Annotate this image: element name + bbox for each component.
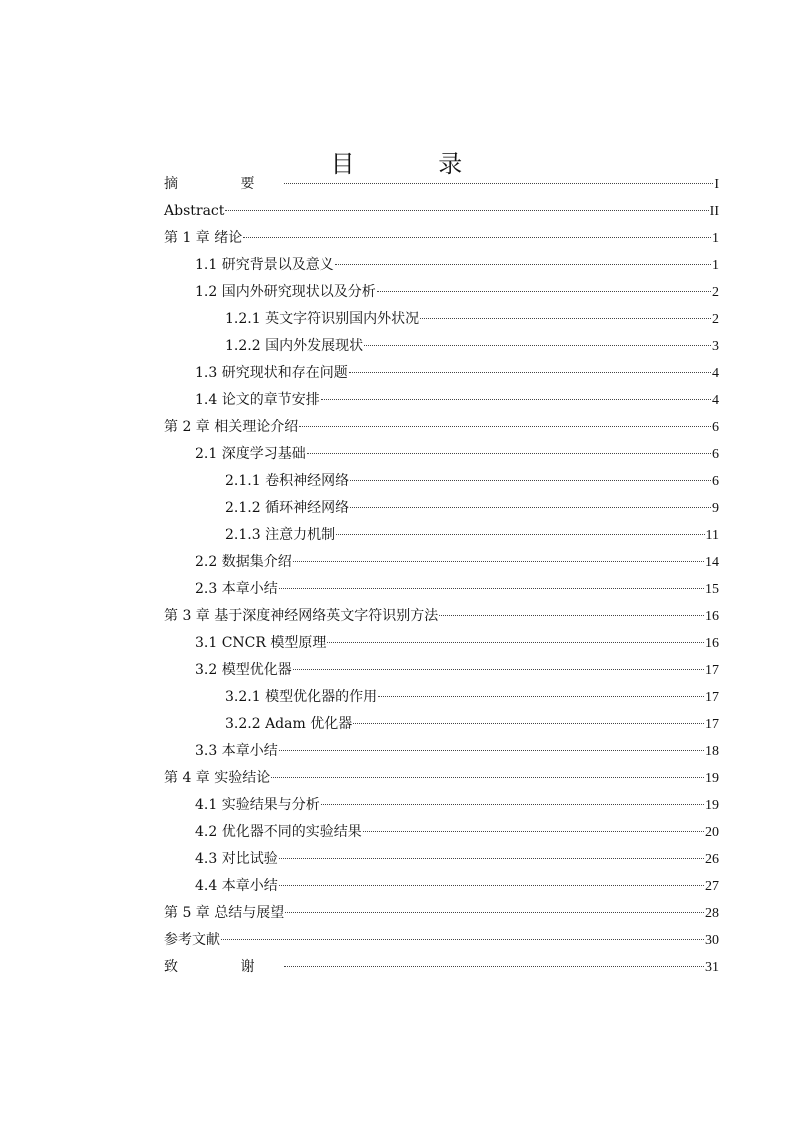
toc-page-number: 4 (712, 393, 719, 408)
toc-page-number: 27 (705, 879, 719, 894)
toc-entry-label: 4.2 优化器不同的实验结果 (195, 824, 362, 840)
toc-dot-leader (279, 885, 704, 886)
toc-page-number: 17 (705, 663, 719, 678)
toc-dot-leader (327, 642, 704, 643)
toc-page-number: 1 (712, 231, 719, 246)
toc-page-number: 2 (712, 285, 719, 300)
toc-dot-leader (307, 453, 711, 454)
toc-page-number: 18 (705, 744, 719, 759)
toc-dot-leader (279, 750, 704, 751)
toc-entry-label: 第 3 章 基于深度神经网络英文字符识别方法 (164, 608, 439, 624)
toc-page-number: 17 (705, 717, 719, 732)
toc-entry-label: 2.1 深度学习基础 (195, 446, 306, 462)
toc-dot-leader (243, 237, 711, 238)
toc-entry-label: 1.2.1 英文字符识别国内外状况 (225, 311, 420, 327)
toc-entry-label: 1.4 论文的章节安排 (195, 392, 320, 408)
toc-entry-label: 2.2 数据集介绍 (195, 554, 292, 570)
toc-entry-label: 第 5 章 总结与展望 (164, 905, 285, 921)
toc-page-number: 14 (705, 555, 719, 570)
toc-page-number: 6 (712, 420, 719, 435)
toc-entry[interactable] (164, 792, 719, 819)
toc-page-number: 9 (712, 501, 719, 516)
toc-dot-leader (349, 372, 711, 373)
toc-entry[interactable] (164, 819, 719, 846)
toc-entry[interactable] (164, 711, 719, 738)
toc-page-number: I (714, 177, 719, 192)
toc-dot-leader (271, 777, 704, 778)
toc-entry[interactable] (164, 225, 719, 252)
toc-entry-label: 3.3 本章小结 (195, 743, 278, 759)
toc-page-number: 26 (705, 852, 719, 867)
toc-entry[interactable] (164, 684, 719, 711)
toc-entry[interactable] (164, 900, 719, 927)
toc-entry[interactable] (164, 279, 719, 306)
toc-entry[interactable] (164, 576, 719, 603)
toc-dot-leader (378, 696, 704, 697)
toc-page-number: 19 (705, 771, 719, 786)
toc-dot-leader (293, 561, 704, 562)
toc-dot-leader (279, 588, 704, 589)
toc-entry-label: 第 4 章 实验结论 (164, 770, 271, 786)
toc-entry[interactable] (164, 441, 719, 468)
toc-dot-leader (225, 210, 708, 211)
toc-page-number: 17 (705, 690, 719, 705)
toc-entry-label: 摘 要 (164, 176, 284, 192)
toc-entry[interactable] (164, 954, 719, 981)
toc-dot-leader (377, 291, 711, 292)
toc-page-number: 4 (712, 366, 719, 381)
toc-entry[interactable] (164, 846, 719, 873)
toc-entry-label: 致 谢 (164, 959, 284, 975)
toc-entry-label: 4.3 对比试验 (195, 851, 278, 867)
toc-page-number: 30 (705, 933, 719, 948)
toc-entry[interactable] (164, 873, 719, 900)
toc-entry-label: 1.3 研究现状和存在问题 (195, 365, 348, 381)
toc-entry[interactable] (164, 414, 719, 441)
toc-entry[interactable] (164, 549, 719, 576)
toc-entry-label: 1.2 国内外研究现状以及分析 (195, 284, 376, 300)
toc-dot-leader (284, 966, 704, 967)
toc-entry[interactable] (164, 765, 719, 792)
toc-dot-leader (299, 426, 711, 427)
toc-dot-leader (335, 264, 711, 265)
toc-entry[interactable] (164, 603, 719, 630)
toc-dot-leader (353, 723, 704, 724)
toc-dot-leader (420, 318, 711, 319)
toc-entry[interactable] (164, 927, 719, 954)
toc-entry[interactable] (164, 630, 719, 657)
toc-dot-leader (279, 858, 704, 859)
toc-entry-label: 3.2 模型优化器 (195, 662, 292, 678)
toc-entry-label: 第 1 章 绪论 (164, 230, 243, 246)
toc-dot-leader (285, 912, 704, 913)
toc-page-number: 6 (712, 474, 719, 489)
toc-page-number: 11 (705, 528, 719, 543)
toc-entry-label: 3.1 CNCR 模型原理 (195, 635, 327, 651)
toc-entry-label: 2.3 本章小结 (195, 581, 278, 597)
toc-entry[interactable] (164, 252, 719, 279)
toc-dot-leader (363, 831, 704, 832)
toc-dot-leader (350, 507, 711, 508)
toc-entry[interactable] (164, 387, 719, 414)
toc-dot-leader (350, 480, 711, 481)
toc-entry-label: 4.1 实验结果与分析 (195, 797, 320, 813)
toc-entry[interactable] (164, 306, 719, 333)
toc-dot-leader (321, 804, 704, 805)
toc-dot-leader (321, 399, 711, 400)
toc-dot-leader (439, 615, 704, 616)
toc-entry-label: 第 2 章 相关理论介绍 (164, 419, 299, 435)
toc-dot-leader (364, 345, 711, 346)
toc-entry[interactable] (164, 333, 719, 360)
toc-page-number: 28 (705, 906, 719, 921)
toc-page-number: 15 (705, 582, 719, 597)
toc-entry-label: 2.1.1 卷积神经网络 (225, 473, 350, 489)
toc-entry-label: 参考文献 (164, 932, 220, 948)
toc-entry[interactable] (164, 495, 719, 522)
toc-page-number: 2 (712, 312, 719, 327)
toc-page-number: 31 (705, 960, 719, 975)
toc-entry-label: 2.1.2 循环神经网络 (225, 500, 350, 516)
toc-entry[interactable] (164, 360, 719, 387)
toc-entry-label: 3.2.2 Adam 优化器 (225, 716, 353, 732)
toc-dot-leader (221, 939, 704, 940)
toc-page-number: 3 (712, 339, 719, 354)
table-of-contents (164, 171, 719, 981)
toc-entry-label: 4.4 本章小结 (195, 878, 278, 894)
toc-entry-label: 1.2.2 国内外发展现状 (225, 338, 364, 354)
toc-entry[interactable] (164, 657, 719, 684)
toc-page-number: 20 (705, 825, 719, 840)
toc-entry[interactable] (164, 198, 719, 225)
toc-page-number: 16 (705, 609, 719, 624)
toc-page-number: 16 (705, 636, 719, 651)
toc-entry-label: 3.2.1 模型优化器的作用 (225, 689, 378, 705)
toc-page-number: 19 (705, 798, 719, 813)
toc-dot-leader (336, 534, 704, 535)
toc-page-number: 1 (712, 258, 719, 273)
toc-entry-label: 2.1.3 注意力机制 (225, 527, 336, 543)
toc-page-number: II (709, 204, 719, 219)
toc-dot-leader (284, 183, 713, 184)
page-title: 目 录 (330, 150, 501, 179)
toc-entry[interactable] (164, 522, 719, 549)
toc-entry-label: 1.1 研究背景以及意义 (195, 257, 334, 273)
toc-dot-leader (293, 669, 704, 670)
toc-entry[interactable] (164, 468, 719, 495)
toc-page-number: 6 (712, 447, 719, 462)
toc-entry[interactable] (164, 738, 719, 765)
toc-entry[interactable] (164, 171, 719, 198)
toc-entry-label: Abstract (164, 203, 225, 219)
